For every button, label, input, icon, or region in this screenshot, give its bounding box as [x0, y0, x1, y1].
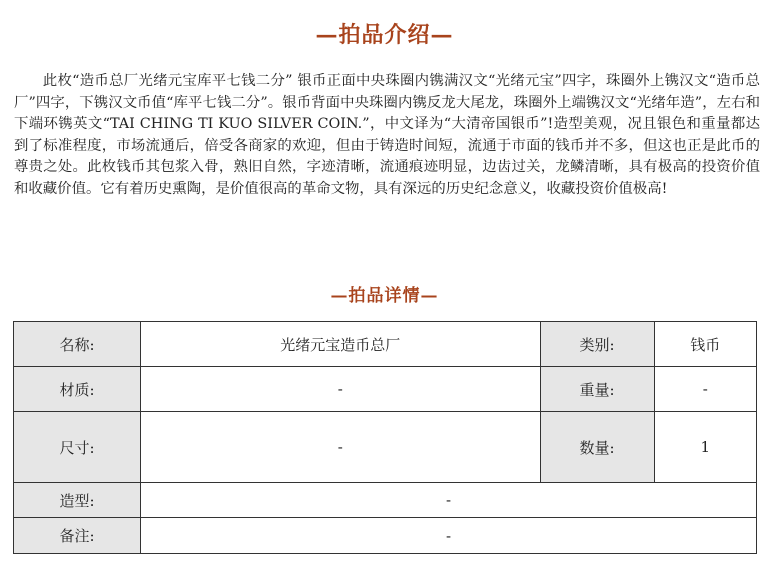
shape-label: 造型:: [14, 483, 141, 518]
table-row: [14, 412, 757, 483]
intro-title: —拍品介绍—: [315, 22, 454, 48]
name-value: 光绪元宝造币总厂: [141, 322, 541, 367]
name-label: 名称:: [14, 322, 141, 367]
category-label: 类别:: [540, 322, 654, 367]
table-row: [14, 483, 757, 518]
table-row: [14, 367, 757, 412]
material-value: -: [141, 367, 541, 412]
remarks-value: -: [141, 518, 757, 554]
table-row: [14, 518, 757, 554]
quantity-value: 1: [654, 412, 756, 483]
intro-paragraph: 此枚“造币总厂光绪元宝库平七钱二分” 银币正面中央珠圈内镌满汉文“光绪元宝”四字，珠圈外上镌汉文“造币总厂”四字，下镌汉文币值“库平七钱二分”。银币背面中央珠圈内镌反龙大尾龙，珠圈外上端镌汉文“光绪年造”，左右和下端环镌英文“TAI CHING TI KUO SILVER COIN.”，中文译为“大清帝国银币”!造型美观，况且银色和重量都达到了标准程度，市场流通后，倍受各商家的欢迎，但由于铸造时间短，流通于市面的钱币并不多，但这也正是此币的尊贵之处。此枚钱币其包浆入骨，熟旧自然，字迹清晰，流通痕迹明显，边齿过关，龙鳞清晰，具有极高的投资价值和收藏价值。它有着历史熏陶，是价值很高的革命文物，具有深远的历史纪念意义，收藏投资价值极高!: [14, 73, 760, 197]
size-value: -: [141, 412, 541, 483]
shape-value: -: [141, 483, 757, 518]
details-table: [13, 321, 757, 554]
quantity-label: 数量:: [540, 412, 654, 483]
remarks-label: 备注:: [14, 518, 141, 554]
category-value: 钱币: [654, 322, 756, 367]
weight-value: -: [654, 367, 756, 412]
details-title: —拍品详情—: [330, 286, 439, 306]
table-row: [14, 322, 757, 367]
size-label: 尺寸:: [14, 412, 141, 483]
material-label: 材质:: [14, 367, 141, 412]
weight-label: 重量:: [540, 367, 654, 412]
